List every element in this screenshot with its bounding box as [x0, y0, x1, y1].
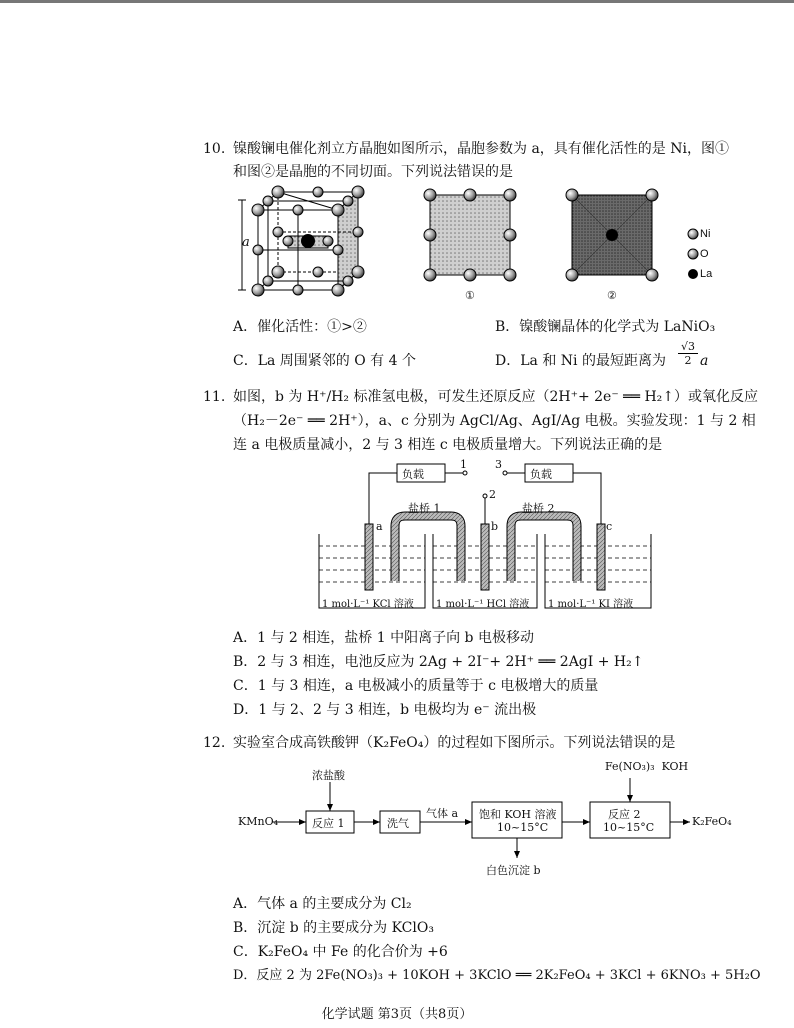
- q10-line1: 镍酸镧电催化剂立方晶胞如图所示，晶胞参数为 a，具有催化活性的是 Ni，图①: [233, 141, 729, 157]
- q10-option-a: A．催化活性：①>②: [233, 319, 367, 335]
- legend-o: O: [700, 248, 709, 260]
- section-1: [424, 189, 516, 281]
- q10-option-d-fraction: [678, 340, 698, 367]
- saturated-koh-box: 饱和 KOH 溶液: [479, 808, 557, 821]
- q12-option-d: D．反应 2 为 2Fe(NO₃)₃ + 10KOH + 3KClO ══ 2K₂FeO₄ + 3KCl + 6KNO₃ + 5H₂O: [233, 968, 761, 983]
- solution-ki: 1 mol·L⁻¹ KI 溶液: [548, 599, 634, 610]
- reaction-1-box: 反应 1: [312, 817, 345, 830]
- top-rule: [0, 0, 794, 3]
- q11-line2: （H₂－2e⁻ ══ 2H⁺），a、c 分别为 AgCl/Ag、AgI/Ag 电极。实验发现：1 与 2 相: [233, 413, 756, 429]
- q11-option-d: D．1 与 2、2 与 3 相连，b 电极均为 e⁻ 流出极: [233, 702, 537, 718]
- legend-la: La: [700, 268, 713, 280]
- reaction-2-box: 反应 2: [608, 808, 641, 821]
- hcl-label: 浓盐酸: [312, 769, 345, 782]
- load-2-label: 负载: [530, 468, 552, 481]
- q10-number: 10.: [203, 141, 226, 157]
- q12-line1: 实验室合成高铁酸钾（K₂FeO₄）的过程如下图所示。下列说法错误的是: [233, 735, 676, 751]
- q10-option-d-var: a: [700, 353, 709, 369]
- fraction-numerator: √3: [678, 340, 698, 354]
- kmno4-label: KMnO₄: [238, 815, 278, 828]
- terminal-1: 1: [460, 458, 467, 471]
- q12-number: 12.: [203, 735, 226, 751]
- q10-option-b: B．镍酸镧晶体的化学式为 LaNiO₃: [495, 319, 716, 335]
- fraction-denominator: 2: [684, 354, 692, 367]
- q11-option-b: B．2 与 3 相连，电池反应为 2Ag + 2I⁻+ 2H⁺ ══ 2AgI + H₂↑: [233, 654, 644, 670]
- product-label: K₂FeO₄: [692, 815, 732, 828]
- solution-hcl: 1 mol·L⁻¹ HCl 溶液: [436, 599, 530, 610]
- q10-option-d: D．La 和 Ni 的最短距离为: [495, 353, 666, 369]
- terminal-2: 2: [489, 488, 496, 501]
- q11-option-a: A．1 与 2 相连，盐桥 1 中阳离子向 b 电极移动: [233, 630, 534, 646]
- load-1-label: 负载: [402, 468, 424, 481]
- q12-option-a: A．气体 a 的主要成分为 Cl₂: [233, 896, 412, 912]
- q12-option-b: B．沉淀 b 的主要成分为 KClO₃: [233, 920, 434, 936]
- page-footer: 化学试题 第3页（共8页）: [321, 1007, 473, 1022]
- precipitate-b-label: 白色沉淀 b: [486, 864, 541, 877]
- electrode-a-label: a: [376, 520, 383, 533]
- legend-ni: Ni: [700, 228, 711, 240]
- salt-bridge-1-label: 盐桥 1: [408, 502, 441, 515]
- q12-option-c: C．K₂FeO₄ 中 Fe 的化合价为 +6: [233, 944, 448, 960]
- q11-line3: 连 a 电极质量减小，2 与 3 相连 c 电极质量增大。下列说法正确的是: [233, 437, 663, 453]
- q10-option-c: C．La 周围紧邻的 O 有 4 个: [233, 353, 416, 369]
- solution-kcl: 1 mol·L⁻¹ KCl 溶液: [322, 599, 414, 610]
- legend: [688, 229, 698, 279]
- salt-bridge-2-label: 盐桥 2: [522, 502, 555, 515]
- terminal-3: 3: [495, 458, 502, 471]
- q11-option-c: C．1 与 3 相连，a 电极减小的质量等于 c 电极增大的质量: [233, 678, 599, 694]
- reagents-label: Fe(NO₃)₃ KOH: [605, 760, 689, 773]
- electrode-c-label: c: [606, 520, 613, 533]
- q10-crystal-figure: [230, 180, 730, 310]
- section-2: [566, 189, 658, 281]
- fig1-label: ①: [465, 289, 475, 302]
- electrode-b-label: b: [491, 520, 499, 533]
- fig2-label: ②: [607, 289, 617, 302]
- gas-a-label: 气体 a: [426, 807, 459, 820]
- q11-line1: 如图，b 为 H⁺/H₂ 标准氢电极，可发生还原反应（2H⁺+ 2e⁻ ══ H₂↑）或氧化反应: [233, 389, 759, 405]
- q10-line2: 和图②是晶胞的不同切面。下列说法错误的是: [233, 164, 513, 180]
- q11-cell-diagram: [315, 456, 655, 616]
- temp-2-label: 10~15°C: [603, 821, 655, 834]
- q11-number: 11.: [203, 389, 226, 405]
- temp-1-label: 10~15°C: [497, 821, 549, 834]
- axis-a-label: a: [242, 235, 250, 250]
- wash-gas-box: 洗气: [387, 817, 409, 830]
